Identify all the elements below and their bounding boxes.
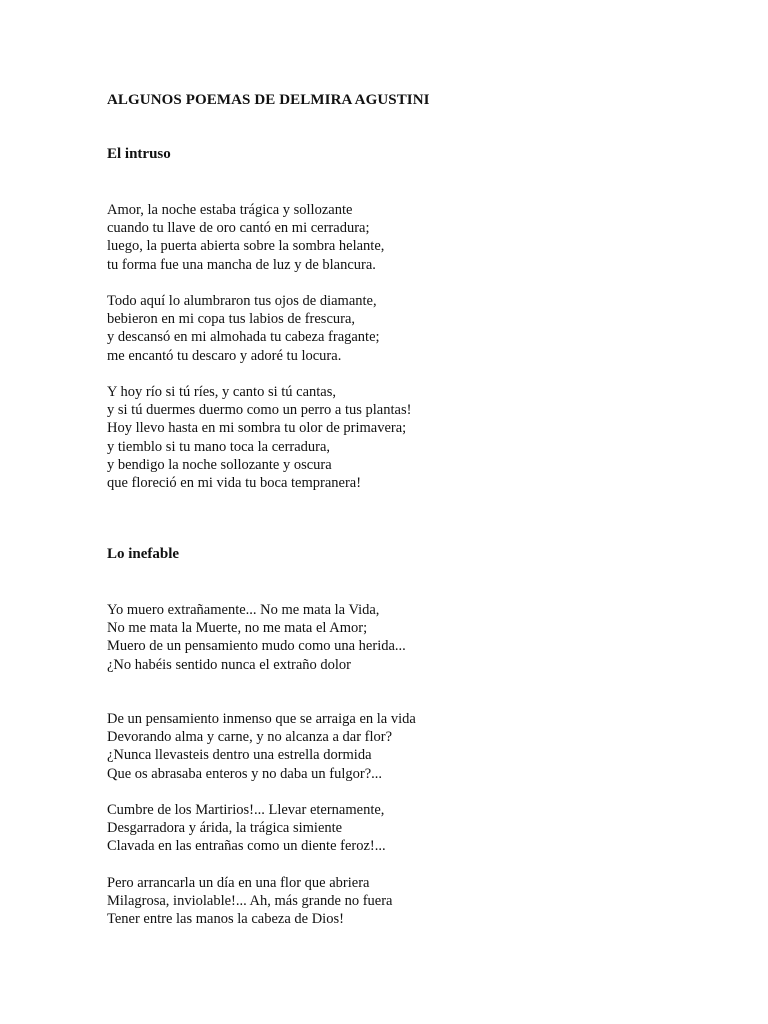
poem-2-stanza-2 <box>107 710 416 783</box>
poem-line: Hoy llevo hasta en mi sombra tu olor de primavera; <box>107 420 407 437</box>
document-title: ALGUNOS POEMAS DE DELMIRA AGUSTINI <box>107 92 430 108</box>
poem-line: y bendigo la noche sollozante y oscura <box>107 456 332 473</box>
poem-2-stanza-1 <box>107 601 406 674</box>
poem-line: tu forma fue una mancha de luz y de blancura. <box>107 256 376 273</box>
poem-line: Devorando alma y carne, y no alcanza a dar flor? <box>107 729 393 746</box>
poem-line: De un pensamiento inmenso que se arraiga en la vida <box>107 711 416 727</box>
poem-line: Clavada en las entrañas como un diente feroz!... <box>107 838 386 855</box>
poem-line: Milagrosa, inviolable!... Ah, más grande no fuera <box>107 893 393 910</box>
poem-line: que floreció en mi vida tu boca tempranera! <box>107 474 362 491</box>
poem-line: No me mata la Muerte, no me mata el Amor; <box>107 620 368 637</box>
poem-line: y descansó en mi almohada tu cabeza fragante; <box>107 329 380 346</box>
poem-2-stanza-4 <box>107 874 393 929</box>
poem-1-stanza-2 <box>107 292 380 365</box>
poem-line: Yo muero extrañamente... No me mata la Vida, <box>107 602 380 618</box>
poem-2-stanza-3 <box>107 801 386 856</box>
poem-line: y tiemblo si tu mano toca la cerradura, <box>107 438 331 455</box>
poem-line: luego, la puerta abierta sobre la sombra helante, <box>107 238 385 255</box>
poem-line: y si tú duermes duermo como un perro a tus plantas! <box>107 402 412 419</box>
poem-line: Muero de un pensamiento mudo como una herida... <box>107 638 406 655</box>
poem-line: Que os abrasaba enteros y no daba un fulgor?... <box>107 765 383 782</box>
poem-line: Tener entre las manos la cabeza de Dios! <box>107 911 344 928</box>
poem-line: bebieron en mi copa tus labios de frescura, <box>107 311 356 328</box>
poem-title-el-intruso: El intruso <box>107 146 171 162</box>
poem-line: Todo aquí lo alumbraron tus ojos de diamante, <box>107 293 377 309</box>
poem-line: Y hoy río si tú ríes, y canto si tú cantas, <box>107 384 337 400</box>
poem-1-stanza-1 <box>107 201 384 274</box>
poem-line: ¿Nunca llevasteis dentro una estrella dormida <box>107 747 372 764</box>
poem-line: Cumbre de los Martirios!... Llevar eternamente, <box>107 802 385 818</box>
poem-line: cuando tu llave de oro cantó en mi cerradura; <box>107 220 370 237</box>
poem-line: Desgarradora y árida, la trágica simiente <box>107 820 343 837</box>
poem-line: Amor, la noche estaba trágica y sollozante <box>107 202 353 218</box>
poem-1-stanza-3 <box>107 383 411 492</box>
poem-title-lo-inefable: Lo inefable <box>107 546 180 562</box>
poem-line: Pero arrancarla un día en una flor que abriera <box>107 875 370 891</box>
poem-line: me encantó tu descaro y adoré tu locura. <box>107 347 342 364</box>
poem-line: ¿No habéis sentido nunca el extraño dolor <box>107 656 352 673</box>
